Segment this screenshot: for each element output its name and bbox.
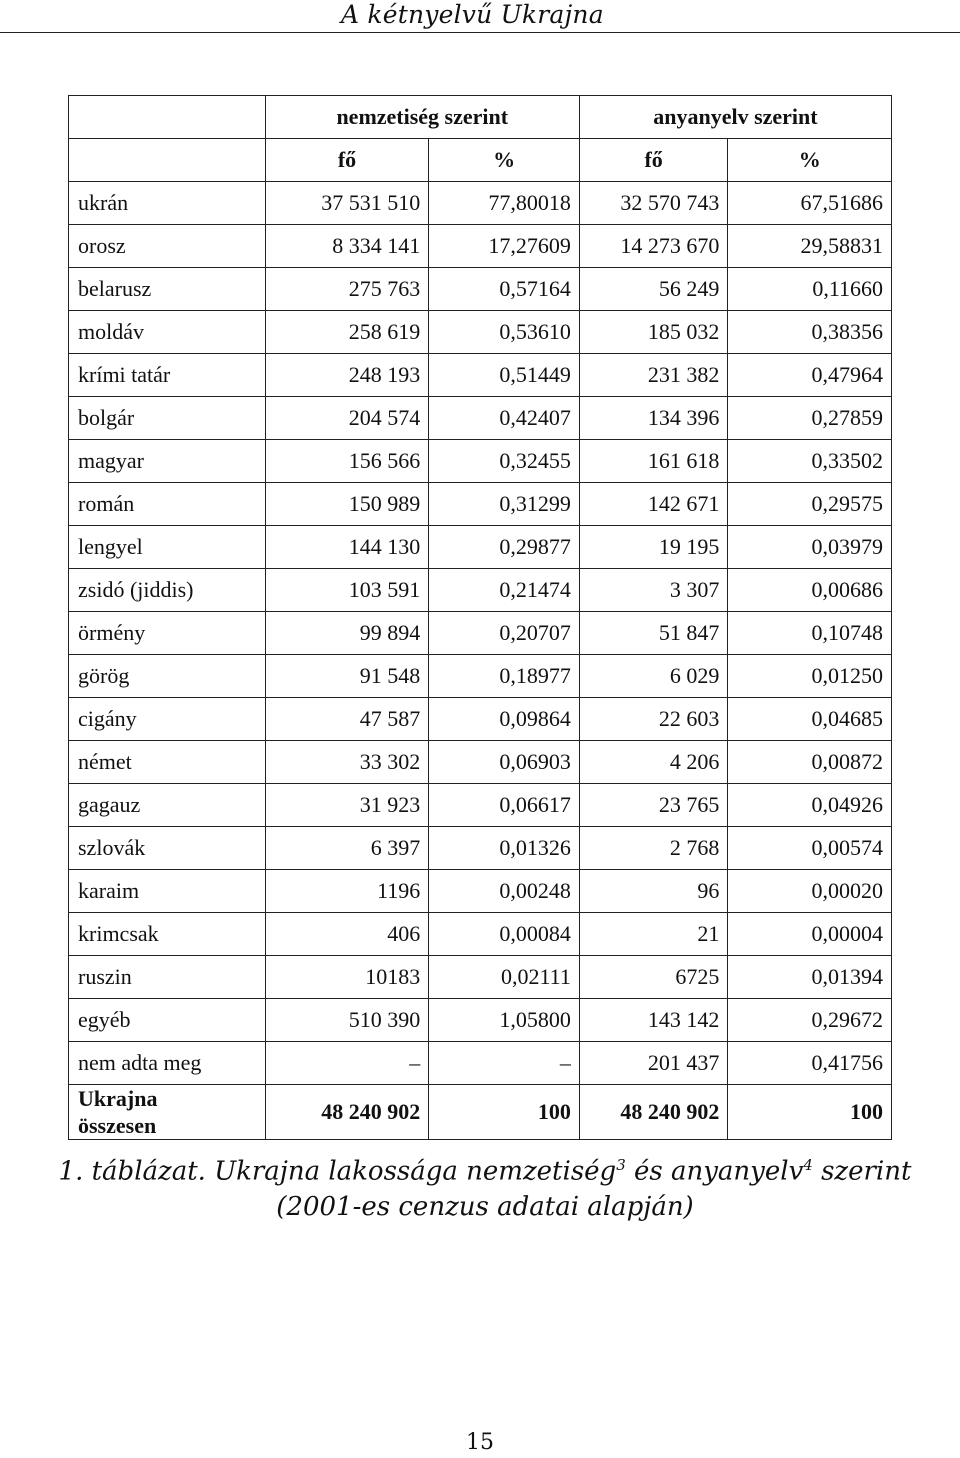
table-sub-header-row bbox=[69, 139, 892, 182]
row-label: egyéb bbox=[69, 999, 266, 1042]
cell-nationality-percent: 0,00248 bbox=[429, 870, 580, 913]
cell-language-count: 6 029 bbox=[579, 655, 728, 698]
corner-cell bbox=[69, 96, 266, 139]
footnote-ref-4[interactable]: 4 bbox=[803, 1156, 813, 1174]
cell-nationality-percent: 0,20707 bbox=[429, 612, 580, 655]
row-label: lengyel bbox=[69, 526, 266, 569]
table-row bbox=[69, 827, 892, 870]
cell-nationality-percent: 77,80018 bbox=[429, 182, 580, 225]
row-label: orosz bbox=[69, 225, 266, 268]
table-row bbox=[69, 655, 892, 698]
cell-language-percent: 0,47964 bbox=[728, 354, 892, 397]
cell-language-percent: 0,01250 bbox=[728, 655, 892, 698]
cell-nationality-percent: 0,31299 bbox=[429, 483, 580, 526]
cell-language-percent: 67,51686 bbox=[728, 182, 892, 225]
cell-nationality-percent: – bbox=[429, 1042, 580, 1085]
cell-nationality-count: 10183 bbox=[265, 956, 429, 999]
cell-language-percent: 0,01394 bbox=[728, 956, 892, 999]
cell-nationality-percent: 0,06617 bbox=[429, 784, 580, 827]
running-header-title: A kétnyelvű Ukrajna bbox=[341, 0, 604, 29]
row-label: szlovák bbox=[69, 827, 266, 870]
cell-language-count: 19 195 bbox=[579, 526, 728, 569]
total-language-percent: 100 bbox=[728, 1085, 892, 1140]
cell-language-percent: 0,00686 bbox=[728, 569, 892, 612]
cell-nationality-percent: 0,29877 bbox=[429, 526, 580, 569]
cell-language-percent: 0,29672 bbox=[728, 999, 892, 1042]
table-row bbox=[69, 311, 892, 354]
cell-language-count: 143 142 bbox=[579, 999, 728, 1042]
cell-nationality-count: 103 591 bbox=[265, 569, 429, 612]
row-label: karaim bbox=[69, 870, 266, 913]
footnote-ref-3[interactable]: 3 bbox=[616, 1156, 626, 1174]
cell-nationality-count: 204 574 bbox=[265, 397, 429, 440]
cell-nationality-count: 47 587 bbox=[265, 698, 429, 741]
table-group-header-row bbox=[69, 96, 892, 139]
cell-language-count: 161 618 bbox=[579, 440, 728, 483]
cell-language-percent: 0,33502 bbox=[728, 440, 892, 483]
cell-nationality-count: 99 894 bbox=[265, 612, 429, 655]
row-label: román bbox=[69, 483, 266, 526]
table-row bbox=[69, 741, 892, 784]
table-row bbox=[69, 1042, 892, 1085]
caption-part2: és anyanyelv bbox=[625, 1156, 804, 1187]
cell-language-count: 96 bbox=[579, 870, 728, 913]
cell-nationality-count: 406 bbox=[265, 913, 429, 956]
cell-language-count: 32 570 743 bbox=[579, 182, 728, 225]
cell-nationality-count: 8 334 141 bbox=[265, 225, 429, 268]
row-label: cigány bbox=[69, 698, 266, 741]
total-label bbox=[69, 1085, 266, 1140]
cell-language-percent: 0,38356 bbox=[728, 311, 892, 354]
table-row bbox=[69, 268, 892, 311]
cell-language-percent: 0,00020 bbox=[728, 870, 892, 913]
cell-language-count: 3 307 bbox=[579, 569, 728, 612]
caption-part1: 1. táblázat. Ukrajna lakossága nemzetiség bbox=[58, 1156, 617, 1187]
cell-nationality-count: 248 193 bbox=[265, 354, 429, 397]
cell-nationality-count: – bbox=[265, 1042, 429, 1085]
table-row bbox=[69, 526, 892, 569]
cell-nationality-count: 258 619 bbox=[265, 311, 429, 354]
cell-language-percent: 0,10748 bbox=[728, 612, 892, 655]
row-label: német bbox=[69, 741, 266, 784]
group-header-mother-tongue: anyanyelv szerint bbox=[579, 96, 891, 139]
row-label: krími tatár bbox=[69, 354, 266, 397]
cell-language-count: 22 603 bbox=[579, 698, 728, 741]
total-label-line1: Ukrajna bbox=[78, 1086, 158, 1111]
caption-line2: (2001-es cenzus adatai alapján) bbox=[276, 1191, 694, 1222]
cell-nationality-count: 6 397 bbox=[265, 827, 429, 870]
caption-part3: szerint bbox=[812, 1156, 912, 1187]
table-body bbox=[69, 182, 892, 1140]
table-row bbox=[69, 397, 892, 440]
row-label: magyar bbox=[69, 440, 266, 483]
cell-nationality-count: 91 548 bbox=[265, 655, 429, 698]
cell-nationality-count: 150 989 bbox=[265, 483, 429, 526]
cell-language-count: 231 382 bbox=[579, 354, 728, 397]
row-label: görög bbox=[69, 655, 266, 698]
cell-nationality-percent: 1,05800 bbox=[429, 999, 580, 1042]
cell-nationality-percent: 0,00084 bbox=[429, 913, 580, 956]
total-language-count: 48 240 902 bbox=[579, 1085, 728, 1140]
cell-nationality-count: 37 531 510 bbox=[265, 182, 429, 225]
table-row bbox=[69, 956, 892, 999]
row-label: örmény bbox=[69, 612, 266, 655]
cell-language-count: 6725 bbox=[579, 956, 728, 999]
table-total-row bbox=[69, 1085, 892, 1140]
cell-language-count: 201 437 bbox=[579, 1042, 728, 1085]
table-row bbox=[69, 483, 892, 526]
cell-language-percent: 0,00574 bbox=[728, 827, 892, 870]
row-label: krimcsak bbox=[69, 913, 266, 956]
sub-header-percent: % bbox=[728, 139, 892, 182]
table-row bbox=[69, 569, 892, 612]
table-caption bbox=[55, 1148, 915, 1225]
cell-language-count: 51 847 bbox=[579, 612, 728, 655]
cell-language-percent: 29,58831 bbox=[728, 225, 892, 268]
row-label: belarusz bbox=[69, 268, 266, 311]
row-label: bolgár bbox=[69, 397, 266, 440]
table-row bbox=[69, 225, 892, 268]
cell-language-percent: 0,27859 bbox=[728, 397, 892, 440]
cell-language-count: 185 032 bbox=[579, 311, 728, 354]
table-row bbox=[69, 698, 892, 741]
cell-language-count: 14 273 670 bbox=[579, 225, 728, 268]
table-row bbox=[69, 354, 892, 397]
row-label: ruszin bbox=[69, 956, 266, 999]
table-row bbox=[69, 440, 892, 483]
cell-nationality-percent: 0,57164 bbox=[429, 268, 580, 311]
cell-language-percent: 0,00872 bbox=[728, 741, 892, 784]
cell-language-percent: 0,11660 bbox=[728, 268, 892, 311]
cell-nationality-percent: 0,51449 bbox=[429, 354, 580, 397]
table-row bbox=[69, 612, 892, 655]
cell-nationality-percent: 0,01326 bbox=[429, 827, 580, 870]
total-label-line2: összesen bbox=[78, 1113, 157, 1138]
cell-language-percent: 0,41756 bbox=[728, 1042, 892, 1085]
cell-language-count: 23 765 bbox=[579, 784, 728, 827]
table-row bbox=[69, 913, 892, 956]
cell-language-count: 134 396 bbox=[579, 397, 728, 440]
cell-nationality-percent: 0,32455 bbox=[429, 440, 580, 483]
cell-nationality-percent: 0,21474 bbox=[429, 569, 580, 612]
row-label: ukrán bbox=[69, 182, 266, 225]
cell-language-count: 21 bbox=[579, 913, 728, 956]
sub-header-count: fő bbox=[579, 139, 728, 182]
cell-nationality-percent: 17,27609 bbox=[429, 225, 580, 268]
cell-language-percent: 0,03979 bbox=[728, 526, 892, 569]
page-number: 15 bbox=[466, 1430, 494, 1455]
cell-nationality-count: 275 763 bbox=[265, 268, 429, 311]
table-row bbox=[69, 182, 892, 225]
cell-nationality-count: 1196 bbox=[265, 870, 429, 913]
total-nationality-count: 48 240 902 bbox=[265, 1085, 429, 1140]
cell-nationality-percent: 0,18977 bbox=[429, 655, 580, 698]
table-row bbox=[69, 999, 892, 1042]
cell-language-count: 4 206 bbox=[579, 741, 728, 784]
cell-nationality-count: 510 390 bbox=[265, 999, 429, 1042]
cell-nationality-percent: 0,02111 bbox=[429, 956, 580, 999]
table-row bbox=[69, 784, 892, 827]
cell-nationality-percent: 0,42407 bbox=[429, 397, 580, 440]
census-table bbox=[68, 95, 892, 1140]
sub-header-percent: % bbox=[429, 139, 580, 182]
row-label: gagauz bbox=[69, 784, 266, 827]
row-label: zsidó (jiddis) bbox=[69, 569, 266, 612]
total-nationality-percent: 100 bbox=[429, 1085, 580, 1140]
row-label: nem adta meg bbox=[69, 1042, 266, 1085]
cell-nationality-count: 144 130 bbox=[265, 526, 429, 569]
cell-language-count: 56 249 bbox=[579, 268, 728, 311]
cell-nationality-percent: 0,06903 bbox=[429, 741, 580, 784]
cell-language-percent: 0,04685 bbox=[728, 698, 892, 741]
cell-nationality-count: 33 302 bbox=[265, 741, 429, 784]
cell-language-percent: 0,04926 bbox=[728, 784, 892, 827]
cell-nationality-percent: 0,53610 bbox=[429, 311, 580, 354]
cell-language-count: 2 768 bbox=[579, 827, 728, 870]
sub-header-count: fő bbox=[265, 139, 429, 182]
cell-language-percent: 0,00004 bbox=[728, 913, 892, 956]
cell-nationality-count: 31 923 bbox=[265, 784, 429, 827]
cell-language-percent: 0,29575 bbox=[728, 483, 892, 526]
row-label: moldáv bbox=[69, 311, 266, 354]
cell-nationality-percent: 0,09864 bbox=[429, 698, 580, 741]
table-row bbox=[69, 870, 892, 913]
corner-cell bbox=[69, 139, 266, 182]
cell-nationality-count: 156 566 bbox=[265, 440, 429, 483]
group-header-nationality: nemzetiség szerint bbox=[265, 96, 579, 139]
running-header bbox=[0, 0, 960, 33]
cell-language-count: 142 671 bbox=[579, 483, 728, 526]
